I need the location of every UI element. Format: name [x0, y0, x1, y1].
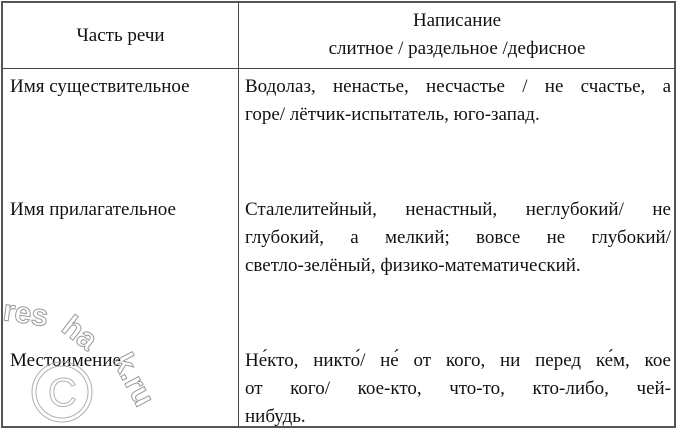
example-line: горе/ лётчик-испытатель, юго-запад.	[245, 104, 540, 125]
row-pronoun-label: Местоимение	[10, 350, 121, 371]
watermark-text-res: res	[1, 294, 51, 334]
example-line: Сталелитейный, ненастный, неглубокий/ не	[245, 199, 671, 220]
header-divider	[3, 68, 674, 69]
example-line: Не́кто, никто́/ не́ от кого, ни перед ке́м, кое	[245, 350, 671, 371]
watermark-text-ha: ha	[55, 309, 104, 358]
row-noun-label: Имя существительное	[10, 76, 190, 97]
header-col2-title: Написание	[412, 10, 502, 31]
row-noun-examples	[245, 73, 671, 129]
header-col1-label: Часть речи	[76, 24, 165, 46]
example-line: Водолаз, ненастье, несчастье / не счастье, а	[245, 76, 671, 97]
watermark-text-kru: k.ru	[105, 347, 161, 412]
header-part-of-speech	[3, 3, 238, 68]
example-line: светло-зелёный, физико-математический.	[245, 255, 581, 276]
example-line: глубокий, а мелкий; вовсе не глубокий/	[245, 227, 671, 248]
header-col2-subtitle: слитное / раздельное /дефисное	[328, 38, 586, 59]
row-adjective-label: Имя прилагательное	[10, 199, 176, 220]
row-pronoun-examples	[245, 347, 671, 431]
svg-text:C: C	[48, 371, 77, 415]
example-line: нибудь.	[245, 406, 306, 427]
row-adjective-examples	[245, 196, 671, 280]
example-line: от кого/ кое-кто, что-то, кто-либо, чей-	[245, 378, 671, 399]
header-spelling	[239, 3, 675, 68]
